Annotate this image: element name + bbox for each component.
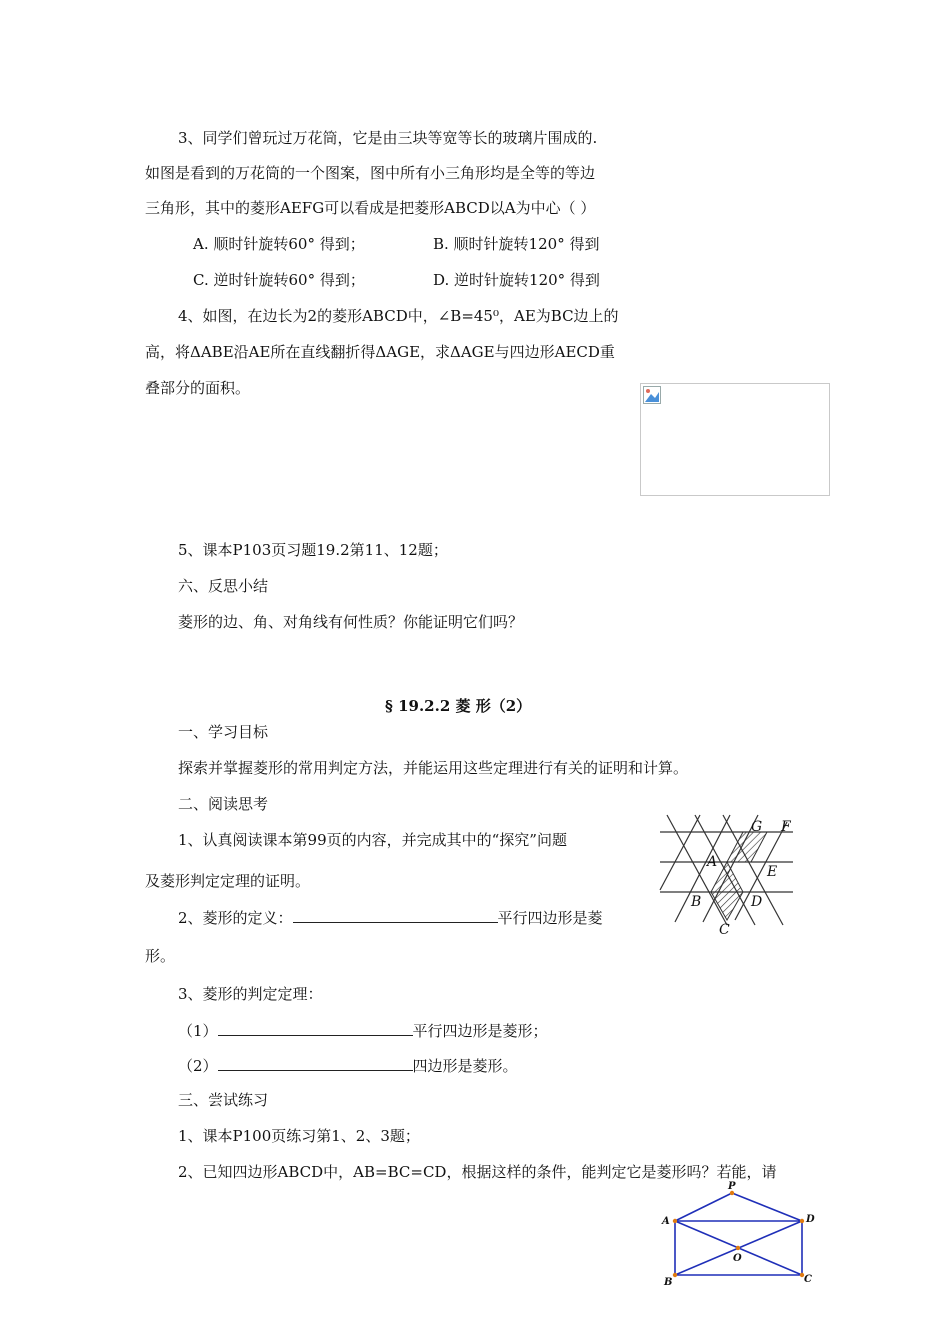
section-6-text: 菱形的边、角、对角线有何性质？你能证明它们吗？ [178,613,524,631]
theorem-1-prefix: （1） [178,1022,218,1040]
rect-label-o: O [733,1253,742,1264]
kaleidoscope-figure [655,810,795,935]
reading-title: 二、阅读思考 [178,795,269,813]
kaleido-label-b: B [691,894,702,910]
practice-2: 2、已知四边形ABCD中，AB=BC=CD，根据这样的条件，能判定它是菱形吗？若能，请 [178,1163,777,1181]
practice-title: 三、尝试练习 [178,1091,269,1109]
read-1-line-1: 1、认真阅读课本第99页的内容，并完成其中的“探究”问题 [178,831,567,849]
broken-image-icon [643,386,661,404]
theorem-2-line [178,1054,518,1076]
q5-line: 5、课本P103页习题19.2第11、12题； [178,541,448,559]
q4-line-3: 叠部分的面积。 [145,379,251,397]
theorem-1-suffix: 平行四边形是菱形； [412,1022,548,1040]
rect-label-b: B [664,1277,673,1288]
q3-option-b: B. 顺时针旋转120° 得到 [433,235,600,253]
read-2-line [178,906,603,928]
read-2-suffix: 平行四边形是菱 [497,909,603,927]
kaleido-label-d: D [751,894,763,910]
rect-label-c: C [804,1274,812,1285]
kaleido-label-g: G [751,819,763,835]
practice-1: 1、课本P100页练习第1、2、3题； [178,1127,420,1145]
q3-option-d: D. 逆时针旋转120° 得到 [433,271,600,289]
kaleido-label-c: C [719,922,730,935]
rect-label-a: A [662,1216,670,1227]
lesson-title: § 19.2.2 菱 形（2） [385,697,532,715]
kaleido-label-e: E [767,864,778,880]
read-2-line-2: 形。 [145,947,176,965]
q3-line-3: 三角形，其中的菱形AEFG可以看成是把菱形ABCD以A为中心（ ） [145,199,596,217]
q4-line-1: 4、如图，在边长为2的菱形ABCD中，∠B=45⁰，AE为BC边上的 [178,307,619,325]
read-2-prefix: 2、菱形的定义： [178,909,293,927]
figure-placeholder [640,383,830,496]
q3-option-c: C. 逆时针旋转60° 得到； [193,271,365,289]
definition-blank[interactable] [293,906,498,923]
q3-line-1: 3、同学们曾玩过万花筒，它是由三块等宽等长的玻璃片围成的. [178,129,598,147]
rect-label-p: P [728,1181,736,1192]
goals-text: 探索并掌握菱形的常用判定方法，并能运用这些定理进行有关的证明和计算。 [178,759,689,777]
read-3: 3、菱形的判定定理： [178,985,323,1003]
theorem-1-blank[interactable] [218,1019,413,1036]
q4-line-2: 高，将ΔABE沿AE所在直线翻折得ΔAGE，求ΔAGE与四边形AECD重 [145,343,615,361]
section-6-title: 六、反思小结 [178,577,269,595]
kaleido-label-a: A [707,854,718,870]
theorem-1-line [178,1019,548,1041]
rectangle-figure [655,1178,825,1288]
goals-title: 一、学习目标 [178,723,269,741]
kaleido-label-f: F [781,819,791,835]
read-1-line-2: 及菱形判定定理的证明。 [145,872,311,890]
theorem-2-prefix: （2） [178,1057,218,1075]
rect-label-d: D [806,1214,815,1225]
theorem-2-suffix: 四边形是菱形。 [412,1057,518,1075]
q3-option-a: A. 顺时针旋转60° 得到； [193,235,365,253]
theorem-2-blank[interactable] [218,1054,413,1071]
q3-line-2: 如图是看到的万花筒的一个图案，图中所有小三角形均是全等的等边 [145,164,596,182]
